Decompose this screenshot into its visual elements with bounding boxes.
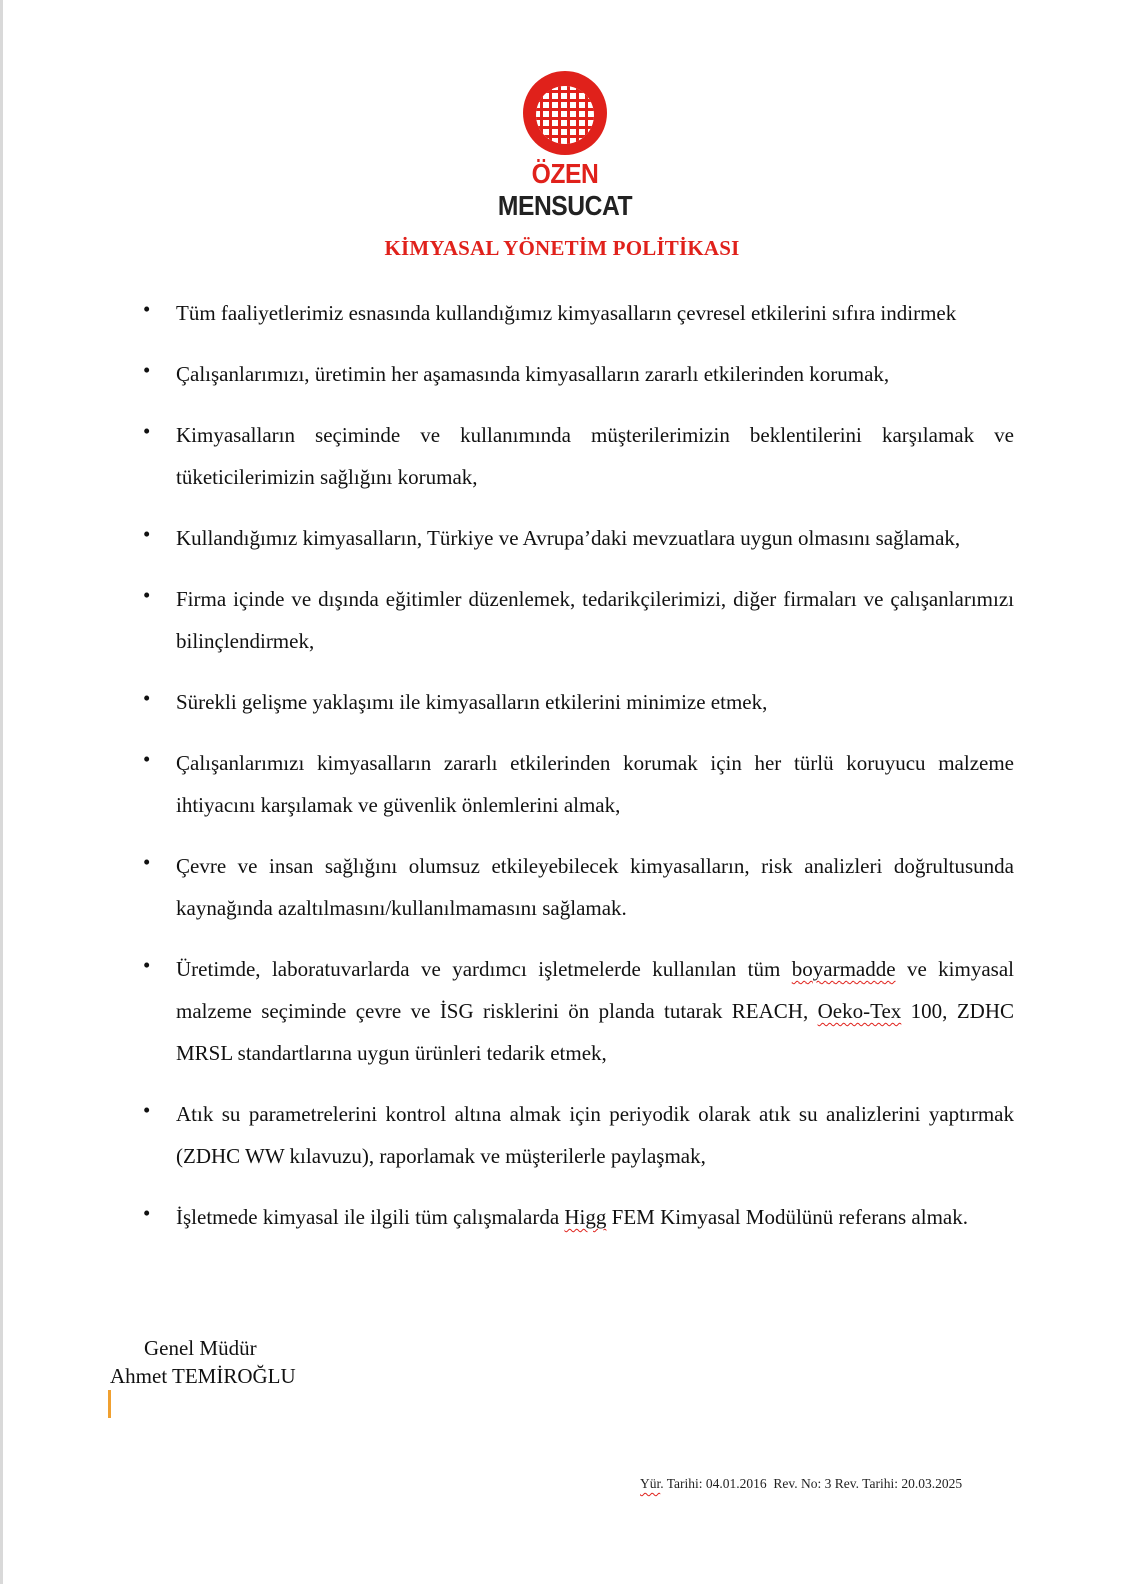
signature-name: Ahmet TEMİROĞLU <box>110 1364 296 1388</box>
list-item-text <box>176 1205 968 1229</box>
policy-list <box>140 292 1014 1257</box>
spellcheck-word[interactable]: Higg <box>564 1205 607 1229</box>
list-item <box>140 517 1014 559</box>
list-item-text: Kullandığımız kimyasalların, Türkiye ve Avrupa’daki mevzuatlara uygun olmasını sağlamak, <box>176 526 961 550</box>
brand-part-ozen: ÖZEN <box>531 158 599 189</box>
bullet: • <box>143 953 151 977</box>
signature-role: Genel Müdür <box>144 1336 257 1360</box>
list-item-text: Firma içinde ve dışında eğitimler düzenlemek, tedarikçilerimizi, diğer firmaları ve çalışanlarımızı bilinçlendirmek, <box>176 587 1014 653</box>
bullet: • <box>143 358 151 382</box>
bullet: • <box>143 686 151 710</box>
list-item <box>140 948 1014 1074</box>
list-item <box>140 414 1014 498</box>
list-item-text: Atık su parametrelerini kontrol altına almak için periyodik olarak atık su analizlerini yaptırmak (ZDHC WW kılavuzu), raporlamak ve müşterilerle paylaşmak, <box>176 1102 1014 1168</box>
text-segment: 100, ZDHC MRSL standartlarına uygun ürünleri tedarik etmek, <box>176 999 1015 1065</box>
bullet: • <box>143 1201 151 1225</box>
grid-globe-icon <box>522 70 608 156</box>
brand-name <box>468 158 662 222</box>
list-item <box>140 681 1014 723</box>
bullet: • <box>143 297 151 321</box>
text-segment: FEM Kimyasal Modülünü referans almak. <box>606 1205 968 1229</box>
list-item-text: Çevre ve insan sağlığını olumsuz etkileyebilecek kimyasalların, risk analizleri doğrultusunda kaynağında azaltılmasını/kullanılmamasını sağlamak. <box>176 854 1014 920</box>
list-item-text: Çalışanlarımızı kimyasalların zararlı etkilerinden korumak için her türlü koruyucu malzeme ihtiyacını karşılamak ve güvenlik önlemlerini almak, <box>176 751 1014 817</box>
company-logo <box>455 70 675 221</box>
list-item-text: Tüm faaliyetlerimiz esnasında kullandığımız kimyasalların çevresel etkilerini sıfıra indirmek <box>176 301 957 325</box>
revision-footer <box>640 1476 962 1492</box>
text-segment: ve kimyasal malzeme seçiminde çevre ve İSG risklerini ön planda tutarak REACH, <box>176 957 1015 1023</box>
list-item <box>140 845 1014 929</box>
list-item-text: Sürekli gelişme yaklaşımı ile kimyasalların etkilerini minimize etmek, <box>176 690 768 714</box>
brand-part-mensucat: MENSUCAT <box>497 190 633 221</box>
list-item <box>140 292 1014 334</box>
spellcheck-word[interactable]: boyarmadde <box>791 957 896 981</box>
bullet: • <box>143 850 151 874</box>
bullet: • <box>143 522 151 546</box>
spellcheck-word[interactable]: Oeko-Tex <box>817 999 902 1023</box>
list-item <box>140 1196 1014 1238</box>
bullet: • <box>143 419 151 443</box>
footer-text: . Tarihi: 04.01.2016 Rev. No: 3 Rev. Tarihi: 20.03.2025 <box>660 1476 963 1491</box>
list-item-text: Çalışanlarımızı, üretimin her aşamasında kimyasalların zararlı etkilerinden korumak, <box>176 362 890 386</box>
bullet: • <box>143 747 151 771</box>
bullet: • <box>143 1098 151 1122</box>
text-segment: Üretimde, laboratuvarlarda ve yardımcı işletmelerde kullanılan tüm <box>176 957 792 981</box>
list-item <box>140 742 1014 826</box>
text-cursor[interactable] <box>108 1390 111 1418</box>
bullet: • <box>143 583 151 607</box>
list-item <box>140 353 1014 395</box>
list-item <box>140 578 1014 662</box>
text-segment: İşletmede kimyasal ile ilgili tüm çalışmalarda <box>176 1205 565 1229</box>
list-item-text <box>176 957 1014 1065</box>
list-item-text: Kimyasalların seçiminde ve kullanımında müşterilerimizin beklentilerini karşılamak ve tüketicilerimizin sağlığını korumak, <box>176 423 1014 489</box>
document-title: KİMYASAL YÖNETİM POLİTİKASI <box>384 236 740 260</box>
list-item <box>140 1093 1014 1177</box>
spellcheck-word[interactable]: Yür <box>640 1476 661 1491</box>
